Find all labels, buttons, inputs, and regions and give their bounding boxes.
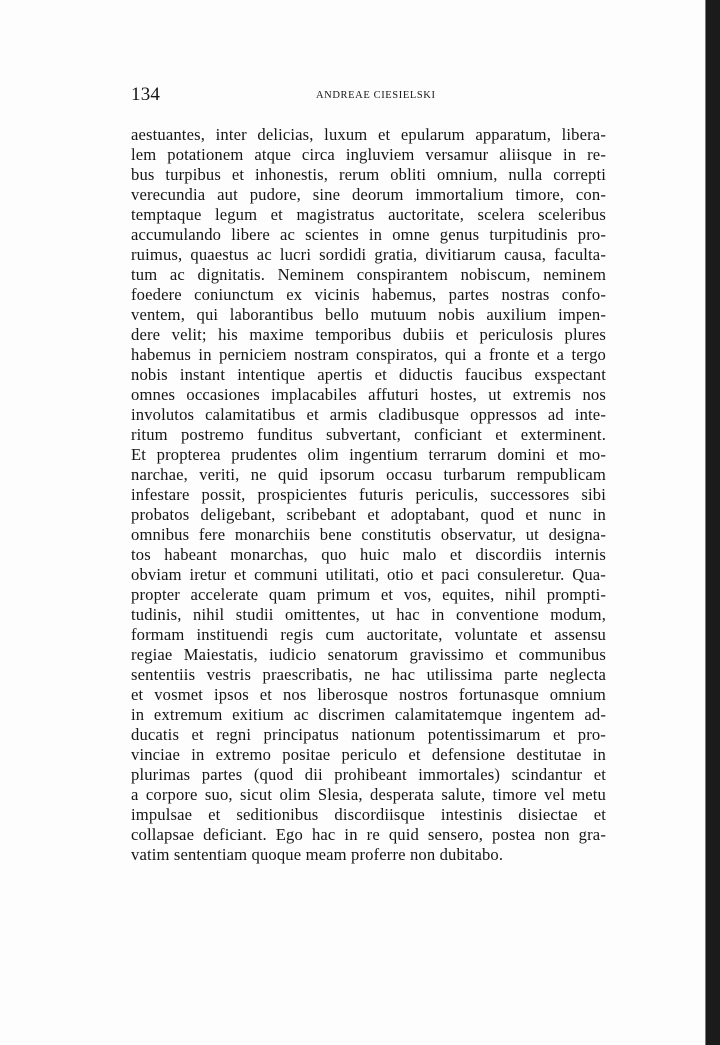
text-line: nobis instant intentique apertis et diductis faucibus exspectant (131, 365, 606, 384)
text-line: omnes occasiones implacabiles affuturi hostes, ut extremis nos (131, 385, 606, 404)
text-line: a corpore suo, sicut olim Slesia, desperata salute, timore vel metu (131, 785, 606, 804)
text-line: collapsae deficiant. Ego hac in re quid sensero, postea non gra- (131, 825, 606, 844)
text-line: ruimus, quaestus ac lucri sordidi gratia, divitiarum causa, faculta- (131, 245, 606, 264)
text-line: ritum postremo funditus subvertant, conficiant et exterminent. (131, 425, 606, 444)
scan-page-edge (705, 0, 720, 1045)
text-line: plurimas partes (quod dii prohibeant immortales) scindantur et (131, 765, 606, 784)
text-line-last: vatim sententiam quoque meam proferre non dubitabo. (131, 845, 504, 864)
text-line: ducatis et regni principatus nationum potentissimarum et pro- (131, 725, 606, 744)
page-number: 134 (131, 84, 161, 105)
text-line: impulsae et seditionibus discordiisque intestinis disiectae et (131, 805, 606, 824)
text-line: infestare possit, prospicientes futuris periculis, successores sibi (131, 485, 606, 504)
text-line: propter accelerate quam primum et vos, equites, nihil prompti- (131, 585, 606, 604)
text-line: obviam iretur et communi utilitati, otio et paci consuleretur. Qua- (131, 565, 606, 584)
text-line: temptaque legum et magistratus auctoritate, scelera sceleribus (131, 205, 606, 224)
text-line: dere velit; his maxime temporibus dubiis et periculosis plures (131, 325, 606, 344)
text-line: formam instituendi regis cum auctoritate, voluntate et assensu (131, 625, 606, 644)
text-line: ventem, qui laborantibus bello mutuum nobis auxilium impen- (131, 305, 606, 324)
text-line: vinciae in extremo positae periculo et defensione destitutae in (131, 745, 606, 764)
page-header (131, 84, 606, 108)
text-line: bus turpibus et inhonestis, rerum obliti omnium, nulla correpti (131, 165, 606, 184)
text-line: omnibus fere monarchiis bene constitutis observatur, ut designa- (131, 525, 606, 544)
text-line: foedere coniunctum ex vicinis habemus, partes nostras confo- (131, 285, 606, 304)
text-line: tudinis, nihil studii omittentes, ut hac in conventione modum, (131, 605, 606, 624)
text-line: Et propterea prudentes olim ingentium terrarum domini et mo- (131, 445, 606, 464)
text-line: tum ac dignitatis. Neminem conspirantem nobiscum, neminem (131, 265, 606, 284)
text-line: narchae, veriti, ne quid ipsorum occasu turbarum rempublicam (131, 465, 606, 484)
text-line: habemus in perniciem nostram conspiratos, qui a fronte et a tergo (131, 345, 606, 364)
running-head: ANDREAE CIESIELSKI (316, 90, 436, 101)
text-line: accumulando libere ac scientes in omne genus turpitudinis pro- (131, 225, 606, 244)
text-line: et vosmet ipsos et nos liberosque nostros fortunasque omnium (131, 685, 606, 704)
text-line: in extremum exitium ac discrimen calamitatemque ingentem ad- (131, 705, 606, 724)
text-line: verecundia aut pudore, sine deorum immortalium timore, con- (131, 185, 606, 204)
text-line: tos habeant monarchas, quo huic malo et discordiis internis (131, 545, 606, 564)
text-line: sententiis vestris praescribatis, ne hac utilissima parte neglecta (131, 665, 606, 684)
text-line: involutos calamitatibus et armis cladibusque oppressos ad inte- (131, 405, 606, 424)
text-line: probatos deligebant, scribebant et adoptabant, quod et nunc in (131, 505, 606, 524)
text-line: aestuantes, inter delicias, luxum et epularum apparatum, libera- (131, 125, 606, 144)
text-line: regiae Maiestatis, iudicio senatorum gravissimo et communibus (131, 645, 606, 664)
text-line: lem potationem atque circa ingluviem versamur aliisque in re- (131, 145, 606, 164)
body-text (131, 125, 606, 865)
